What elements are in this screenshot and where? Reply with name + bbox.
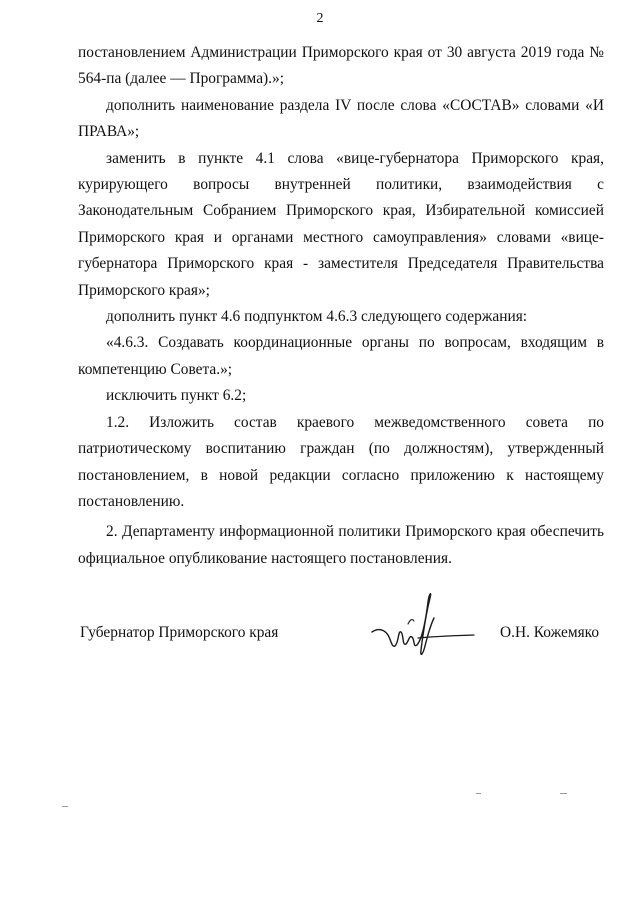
page-number: 2 [316, 11, 324, 26]
handwritten-signature [368, 588, 478, 666]
paragraph-point-4-1: заменить в пункте 4.1 слова «вице-губернатора Приморского края, курирующего вопросы внутренней политики, взаимодействия с Законодательным Собранием Приморского края, Избирательной комиссией Приморского края и органами местного самоуправления» словами «вице-губернатора Приморского края - заместителя Председателя Правительства Приморского края»; [78, 149, 604, 299]
paragraph-section-iv-title: дополнить наименование раздела IV после слова «СОСТАВ» словами «И ПРАВА»; [78, 96, 604, 141]
scan-artifact [560, 793, 567, 794]
paragraph-item-1-2: 1.2. Изложить состав краевого межведомственного совета по патриотическому воспитанию граждан (по должностям), утвержденный постановлением, в новой редакции согласно приложению к настоящему постановлению. [78, 413, 604, 510]
paragraph-point-4-6-3: «4.6.3. Создавать координационные органы по вопросам, входящим в компетенцию Совета.»; [78, 334, 604, 378]
signatory-title: Губернатор Приморского края [80, 624, 279, 641]
paragraph-exclude-6-2: исключить пункт 6.2; [106, 387, 247, 405]
document-body [78, 40, 604, 572]
scan-artifact [62, 806, 68, 807]
signatory-name: О.Н. Кожемяко [500, 624, 600, 641]
paragraph-program-reference: постановлением Администрации Приморского края от 30 августа 2019 года № 564-па (далее — Программа).»; [78, 44, 604, 88]
paragraph-point-4-6: дополнить пункт 4.6 подпунктом 4.6.3 следующего содержания: [106, 308, 528, 326]
paragraph-item-2: 2. Департаменту информационной политики Приморского края обеспечить официальное опубликование настоящего постановления. [78, 523, 604, 567]
scan-artifact [476, 793, 481, 794]
